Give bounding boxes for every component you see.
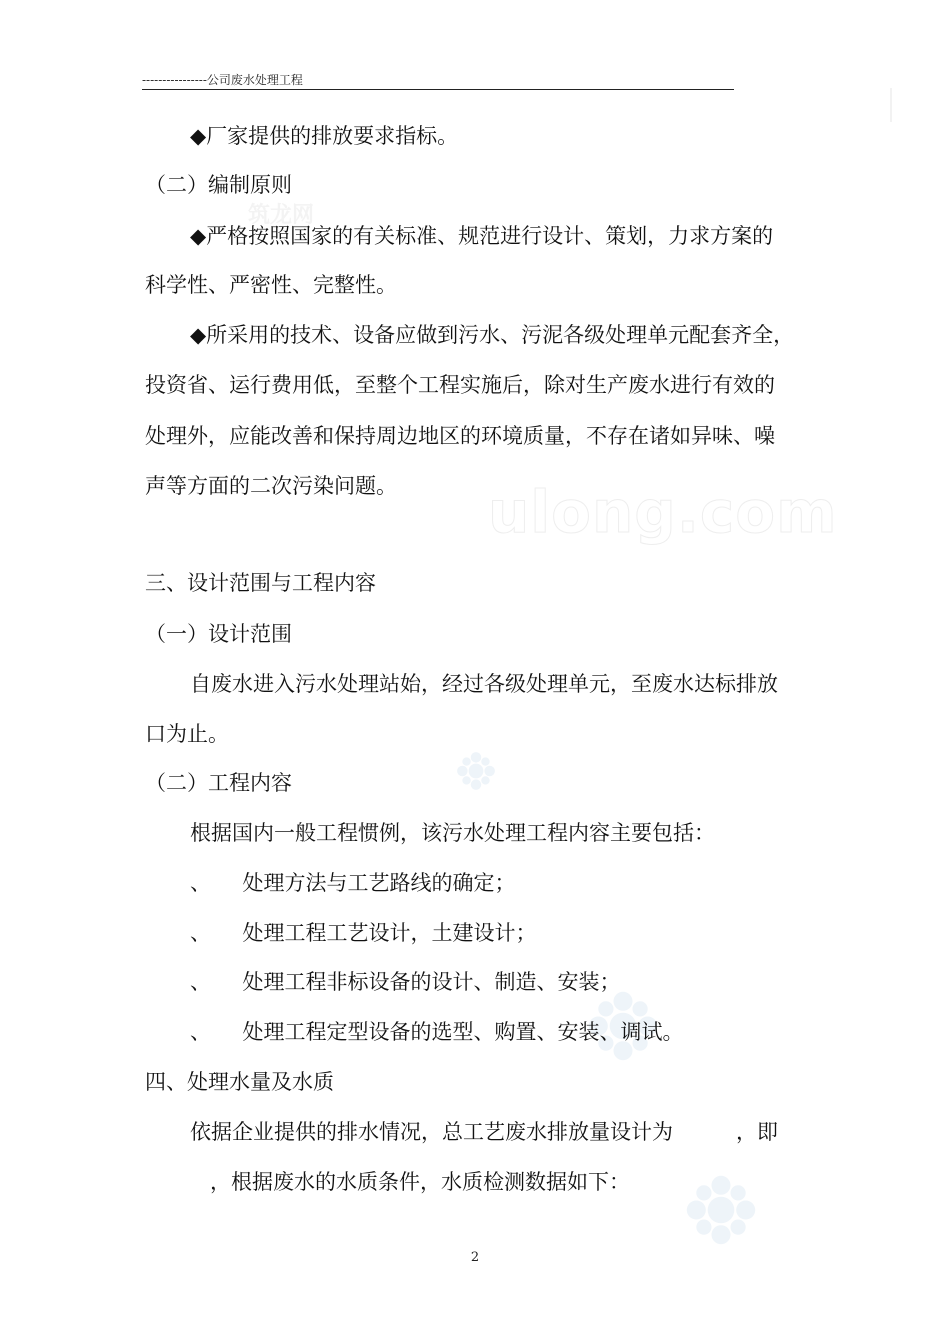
paragraph-line: 声等方面的二次污染问题。	[145, 474, 397, 498]
snowflake-watermark-icon	[455, 750, 497, 792]
paragraph-line: 自废水进入污水处理站始，经过各级处理单元，至废水达标排放	[190, 672, 778, 696]
list-item: 、 处理工程非标设备的设计、制造、安装；	[190, 970, 621, 994]
paragraph-line: 口为止。	[145, 722, 229, 746]
watermark-text: ulong.com	[488, 478, 838, 546]
watermark-cn: 筑龙网	[248, 202, 315, 228]
list-item: 、 处理方法与工艺路线的确定；	[190, 871, 516, 895]
snowflake-watermark-icon	[683, 1172, 759, 1248]
chapter-heading: 三、设计范围与工程内容	[145, 571, 376, 595]
list-item: 、 处理工程定型设备的选型、购置、安装、调试。	[190, 1020, 684, 1044]
section-heading: （一）设计范围	[145, 622, 292, 646]
paragraph-line: 科学性、严密性、完整性。	[145, 273, 397, 297]
page-number: 2	[470, 1250, 480, 1265]
paragraph-line: 依据企业提供的排水情况，总工艺废水排放量设计为 ，即	[190, 1120, 778, 1144]
paragraph-line: 处理外，应能改善和保持周边地区的环境质量，不存在诸如异味、噪	[145, 424, 775, 448]
paragraph-line: ，根据废水的水质条件，水质检测数据如下：	[210, 1170, 630, 1194]
list-item: 、 处理工程工艺设计，土建设计；	[190, 921, 537, 945]
bullet-line: ◆严格按照国家的有关标准、规范进行设计、策划，力求方案的	[190, 224, 774, 248]
running-header: ----------------公司废水处理工程	[142, 71, 734, 90]
section-heading: （二）工程内容	[145, 771, 292, 795]
chapter-heading: 四、处理水量及水质	[145, 1070, 334, 1094]
edge-mark	[890, 88, 892, 122]
bullet-line: ◆所采用的技术、设备应做到污水、污泥各级处理单元配套齐全，	[190, 323, 795, 347]
paragraph-line: 投资省、运行费用低，至整个工程实施后，除对生产废水进行有效的	[145, 373, 775, 397]
section-heading: （二）编制原则	[145, 173, 292, 197]
bullet-line: ◆厂家提供的排放要求指标。	[190, 124, 459, 148]
paragraph-line: 根据国内一般工程惯例，该污水处理工程内容主要包括：	[190, 821, 715, 845]
